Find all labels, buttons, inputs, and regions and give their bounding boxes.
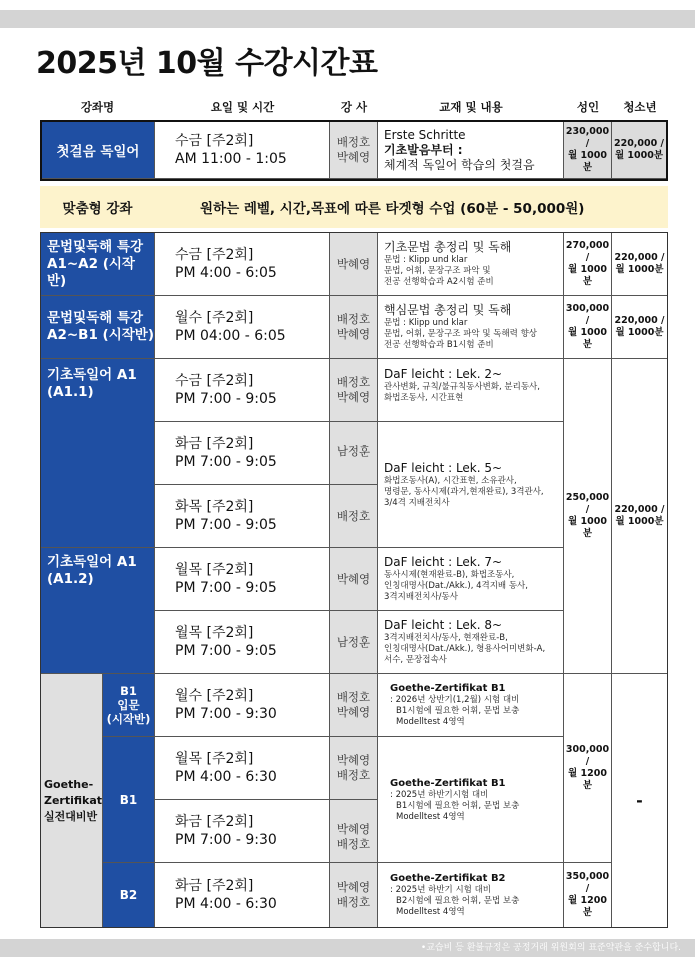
material-line: 3격지배전치사/동사 — [384, 592, 458, 602]
custom-course-row — [40, 186, 668, 228]
teachers — [330, 233, 378, 296]
teachers — [330, 422, 378, 485]
material-line: B1시험에 필요한 어휘, 문법 보충 — [396, 706, 520, 716]
schedule-time: PM 7:00 - 9:05 — [175, 454, 277, 470]
material-title: DaF leicht : Lek. 7~ — [384, 555, 503, 569]
header-material: 교재 및 내용 — [439, 100, 503, 114]
intro-schedule — [155, 122, 330, 179]
material-line: 3/4격 지배전치사 — [384, 497, 450, 508]
price-amount: 250,000 / — [565, 492, 610, 515]
youth-price — [612, 296, 667, 359]
teacher-name: 박혜영 — [336, 880, 371, 894]
schedule-day: 수금 [주2회] — [175, 373, 254, 389]
intro-youth-price — [612, 122, 666, 179]
schedule-time: PM 7:00 - 9:05 — [175, 643, 277, 659]
material-line: 화법조동사, 시간표현 — [384, 393, 464, 403]
course-name-line: 문법및독해 특강 — [47, 238, 143, 255]
material — [378, 422, 564, 548]
b2-adult-price — [564, 863, 612, 927]
schedule-day: 월목 [주2회] — [175, 751, 254, 767]
material-line: B2시험에 필요한 어휘, 문법 보충 — [396, 896, 520, 906]
course-name-line: A1~A2 (시작반) — [47, 255, 135, 289]
adult-price — [564, 233, 612, 296]
schedule-day: 월수 [주2회] — [175, 688, 254, 704]
top-band — [0, 10, 695, 28]
schedule-time: PM 7:00 - 9:30 — [175, 832, 277, 848]
price-minutes: 월 1000분 — [568, 327, 607, 350]
price-amount: 300,000 / — [565, 303, 610, 326]
schedule-time: PM 7:00 - 9:05 — [175, 580, 277, 596]
teacher-name: 배정호 — [336, 135, 371, 149]
intro-course-name: 첫걸음 독일어 — [42, 122, 155, 179]
schedule — [155, 548, 330, 611]
teacher-name: 배정호 — [336, 690, 371, 704]
material-line: Modelltest 4영역 — [396, 811, 465, 822]
schedule — [155, 611, 330, 674]
course-name-line: 기초독일어 A1 — [47, 554, 137, 570]
header-course: 강좌명 — [80, 100, 115, 114]
schedule-day: 월수 [주2회] — [175, 310, 254, 326]
schedule-day: 수금 [주2회] — [175, 247, 254, 263]
material-line: 체계적 독일어 학습의 첫걸음 — [384, 157, 535, 172]
material-title: DaF leicht : Lek. 8~ — [384, 618, 503, 632]
teacher-name: 남정훈 — [336, 634, 371, 649]
material-line: : 2025년 하반기 시험 대비 — [390, 885, 491, 895]
teachers — [330, 611, 378, 674]
teachers — [330, 485, 378, 548]
teachers — [330, 548, 378, 611]
teacher-name: 배정호 — [336, 837, 371, 851]
material-line: B1시험에 필요한 어휘, 문법 보충 — [396, 800, 520, 811]
course-grammar-a1a2 — [41, 233, 155, 296]
schedule-time: PM 4:00 - 6:30 — [175, 896, 277, 912]
course-name-line: (A1.2) — [47, 571, 94, 587]
level-line: B1 — [120, 684, 137, 698]
material-title: Goethe-Zertifikat B1 — [390, 777, 506, 789]
adult-price — [564, 296, 612, 359]
course-name-line: 기초독일어 A1 — [47, 367, 137, 383]
teacher-name: 박혜영 — [336, 705, 371, 719]
course-name-line: Goethe- — [44, 777, 94, 791]
teacher-name: 박혜영 — [336, 571, 371, 586]
header-adult: 성인 — [576, 100, 600, 114]
material-line: 문법 : Klipp und klar — [384, 318, 468, 328]
price-minutes: 월 1000분 — [615, 516, 664, 527]
teacher-name: 박혜영 — [336, 390, 371, 404]
schedule-time: PM 7:00 - 9:05 — [175, 517, 277, 533]
teacher-name: 박혜영 — [336, 256, 371, 271]
course-name-line: 문법및독해 특강 — [47, 310, 143, 326]
material-line: 동사시제(현재완료-B), 화법조동사, — [384, 570, 515, 580]
teachers — [330, 296, 378, 359]
page-title: 2025년 10월 수강시간표 — [36, 46, 378, 81]
goethe-youth-price: - — [636, 791, 643, 810]
material-title: Goethe-Zertifikat B2 — [390, 873, 506, 884]
price-minutes: 월 1000분 — [615, 264, 664, 275]
teachers — [330, 359, 378, 422]
material-line: : 2026년 상반기(1,2월) 시험 대비 — [390, 695, 520, 705]
course-grammar-a2b1 — [41, 296, 155, 359]
material-line: Modelltest 4영역 — [396, 907, 465, 917]
material — [378, 548, 564, 611]
schedule-day: 월목 [주2회] — [175, 625, 254, 641]
a1-adult-price — [564, 359, 612, 674]
header-youth: 청소년 — [623, 100, 657, 114]
material-line: 인칭대명사(Dat./Akk.), 4격지배 동사, — [384, 581, 528, 591]
course-basic-a11 — [41, 359, 155, 548]
teachers — [330, 863, 378, 927]
price-minutes: 월 1200분 — [568, 768, 607, 791]
material-title: Goethe-Zertifikat B1 — [390, 683, 506, 694]
material-title: 핵심문법 총정리 및 독해 — [384, 303, 512, 317]
schedule — [155, 233, 330, 296]
intro-teachers — [330, 122, 378, 179]
level-line: (시작반) — [106, 712, 151, 726]
intro-time: AM 11:00 - 1:05 — [175, 151, 287, 167]
material-line: 관사변화, 규칙/불규칙동사변화, 분리동사, — [384, 382, 540, 392]
price-amount: 220,000 / — [614, 252, 665, 263]
intro-material — [378, 122, 564, 179]
material-line: 문법, 어휘, 문장구조 파악 및 독해력 향상 — [384, 329, 537, 339]
custom-course-name: 맞춤형 강좌 — [62, 201, 133, 217]
teachers — [330, 800, 378, 863]
price-amount: 220,000 / — [614, 315, 665, 326]
material-line: 명령문, 동사시제(과거,현재완료), 3격관사, — [384, 486, 544, 497]
teacher-name: 배정호 — [336, 768, 371, 782]
material-line: 인칭대명사(Dat./Akk.), 형용사어미변화-A, — [384, 644, 546, 654]
schedule — [155, 359, 330, 422]
price-amount: 220,000 / — [613, 138, 665, 149]
price-amount: 220,000 / — [614, 504, 665, 515]
header-teacher: 강 사 — [340, 100, 368, 114]
level-line: 입문 — [117, 698, 140, 712]
teachers — [330, 737, 378, 800]
teacher-name: 박혜영 — [336, 753, 371, 767]
price-minutes: 월 1200분 — [568, 895, 607, 918]
course-basic-a12 — [41, 548, 155, 674]
teacher-name: 배정호 — [336, 312, 371, 326]
schedule — [155, 296, 330, 359]
material-title: DaF leicht : Lek. 2~ — [384, 367, 503, 381]
material-line: 전공 선행학습과 A2시험 준비 — [384, 277, 494, 287]
refund-notice: •교습비 등 환불규정은 공정거래 위원회의 표준약관을 준수합니다. — [420, 943, 681, 953]
schedule — [155, 800, 330, 863]
material — [378, 296, 564, 359]
material-line: 화법조동사(A), 시간표현, 소유관사, — [384, 475, 517, 486]
material-title: Erste Schritte — [384, 127, 466, 142]
material — [378, 737, 564, 863]
price-amount: 230,000 / — [565, 126, 610, 149]
custom-course-desc: 원하는 레벨, 시간,목표에 따른 타겟형 수업 (60분 - 50,000원) — [200, 201, 585, 217]
intro-row — [40, 120, 668, 181]
teacher-name: 박혜영 — [336, 822, 371, 836]
level-b1: B1 — [103, 737, 155, 863]
teacher-name: 배정호 — [336, 895, 371, 909]
schedule — [155, 737, 330, 800]
schedule — [155, 422, 330, 485]
material-title: DaF leicht : Lek. 5~ — [384, 460, 503, 475]
material-line: 서수, 문장접속사 — [384, 655, 447, 665]
teacher-name: 박혜영 — [336, 150, 371, 164]
teacher-name: 남정훈 — [336, 444, 371, 458]
material — [378, 359, 564, 422]
schedule — [155, 485, 330, 548]
schedule-time: PM 04:00 - 6:05 — [175, 328, 286, 344]
price-amount: 270,000 / — [565, 240, 610, 263]
main-table — [40, 232, 668, 928]
level-b1-intro — [103, 674, 155, 737]
material — [378, 233, 564, 296]
price-amount: 350,000 / — [565, 871, 610, 894]
material-line: 3격지배전치사/동사, 현재완료-B, — [384, 633, 508, 643]
price-minutes: 월 1000분 — [568, 264, 607, 287]
schedule — [155, 863, 330, 927]
course-name-line: (A1.1) — [47, 384, 94, 400]
course-name-line: Zertifikat — [44, 793, 103, 807]
teacher-name: 박혜영 — [336, 327, 371, 341]
schedule-day: 월목 [주2회] — [175, 562, 254, 578]
material-line: 문법, 어휘, 문장구조 파악 및 — [384, 266, 491, 276]
schedule-time: PM 4:00 - 6:30 — [175, 769, 277, 785]
schedule-time: PM 7:00 - 9:30 — [175, 706, 277, 722]
material-title: 기초문법 총정리 및 독해 — [384, 240, 512, 254]
b1-adult-price — [564, 674, 612, 863]
header-schedule: 요일 및 시간 — [210, 100, 275, 114]
schedule-time: PM 7:00 - 9:05 — [175, 391, 277, 407]
course-name-line: A2~B1 (시작반) — [47, 327, 154, 343]
schedule-day: 화목 [주2회] — [175, 499, 254, 515]
schedule — [155, 674, 330, 737]
material-line: : 2025년 하반기시험 대비 — [390, 789, 489, 800]
level-b2: B2 — [103, 863, 155, 927]
course-name-line: 실전대비반 — [44, 809, 98, 823]
price-amount: 300,000 / — [565, 744, 610, 767]
a1-youth-price — [612, 359, 667, 674]
schedule-time: PM 4:00 - 6:05 — [175, 265, 277, 281]
teacher-name: 배정호 — [336, 508, 371, 523]
material-line: 문법 : Klipp und klar — [384, 255, 468, 265]
material-line: 기초발음부터 : — [384, 142, 463, 157]
price-minutes: 월 1000분 — [614, 150, 664, 161]
price-minutes: 월 1000분 — [568, 516, 607, 539]
teachers — [330, 674, 378, 737]
course-goethe — [41, 674, 103, 927]
material — [378, 611, 564, 674]
youth-price — [612, 233, 667, 296]
intro-day: 수금 [주2회] — [175, 133, 254, 149]
schedule-day: 화금 [주2회] — [175, 878, 254, 894]
teacher-name: 배정호 — [336, 375, 371, 389]
schedule-day: 화금 [주2회] — [175, 814, 254, 830]
price-minutes: 월 1000분 — [615, 327, 664, 338]
material — [378, 674, 564, 737]
intro-adult-price — [564, 122, 612, 179]
schedule-day: 화금 [주2회] — [175, 436, 254, 452]
material — [378, 863, 564, 927]
price-minutes: 월 1000분 — [568, 150, 607, 173]
material-line: Modelltest 4영역 — [396, 717, 465, 727]
material-line: 전공 선행학습과 B1시험 준비 — [384, 340, 494, 350]
